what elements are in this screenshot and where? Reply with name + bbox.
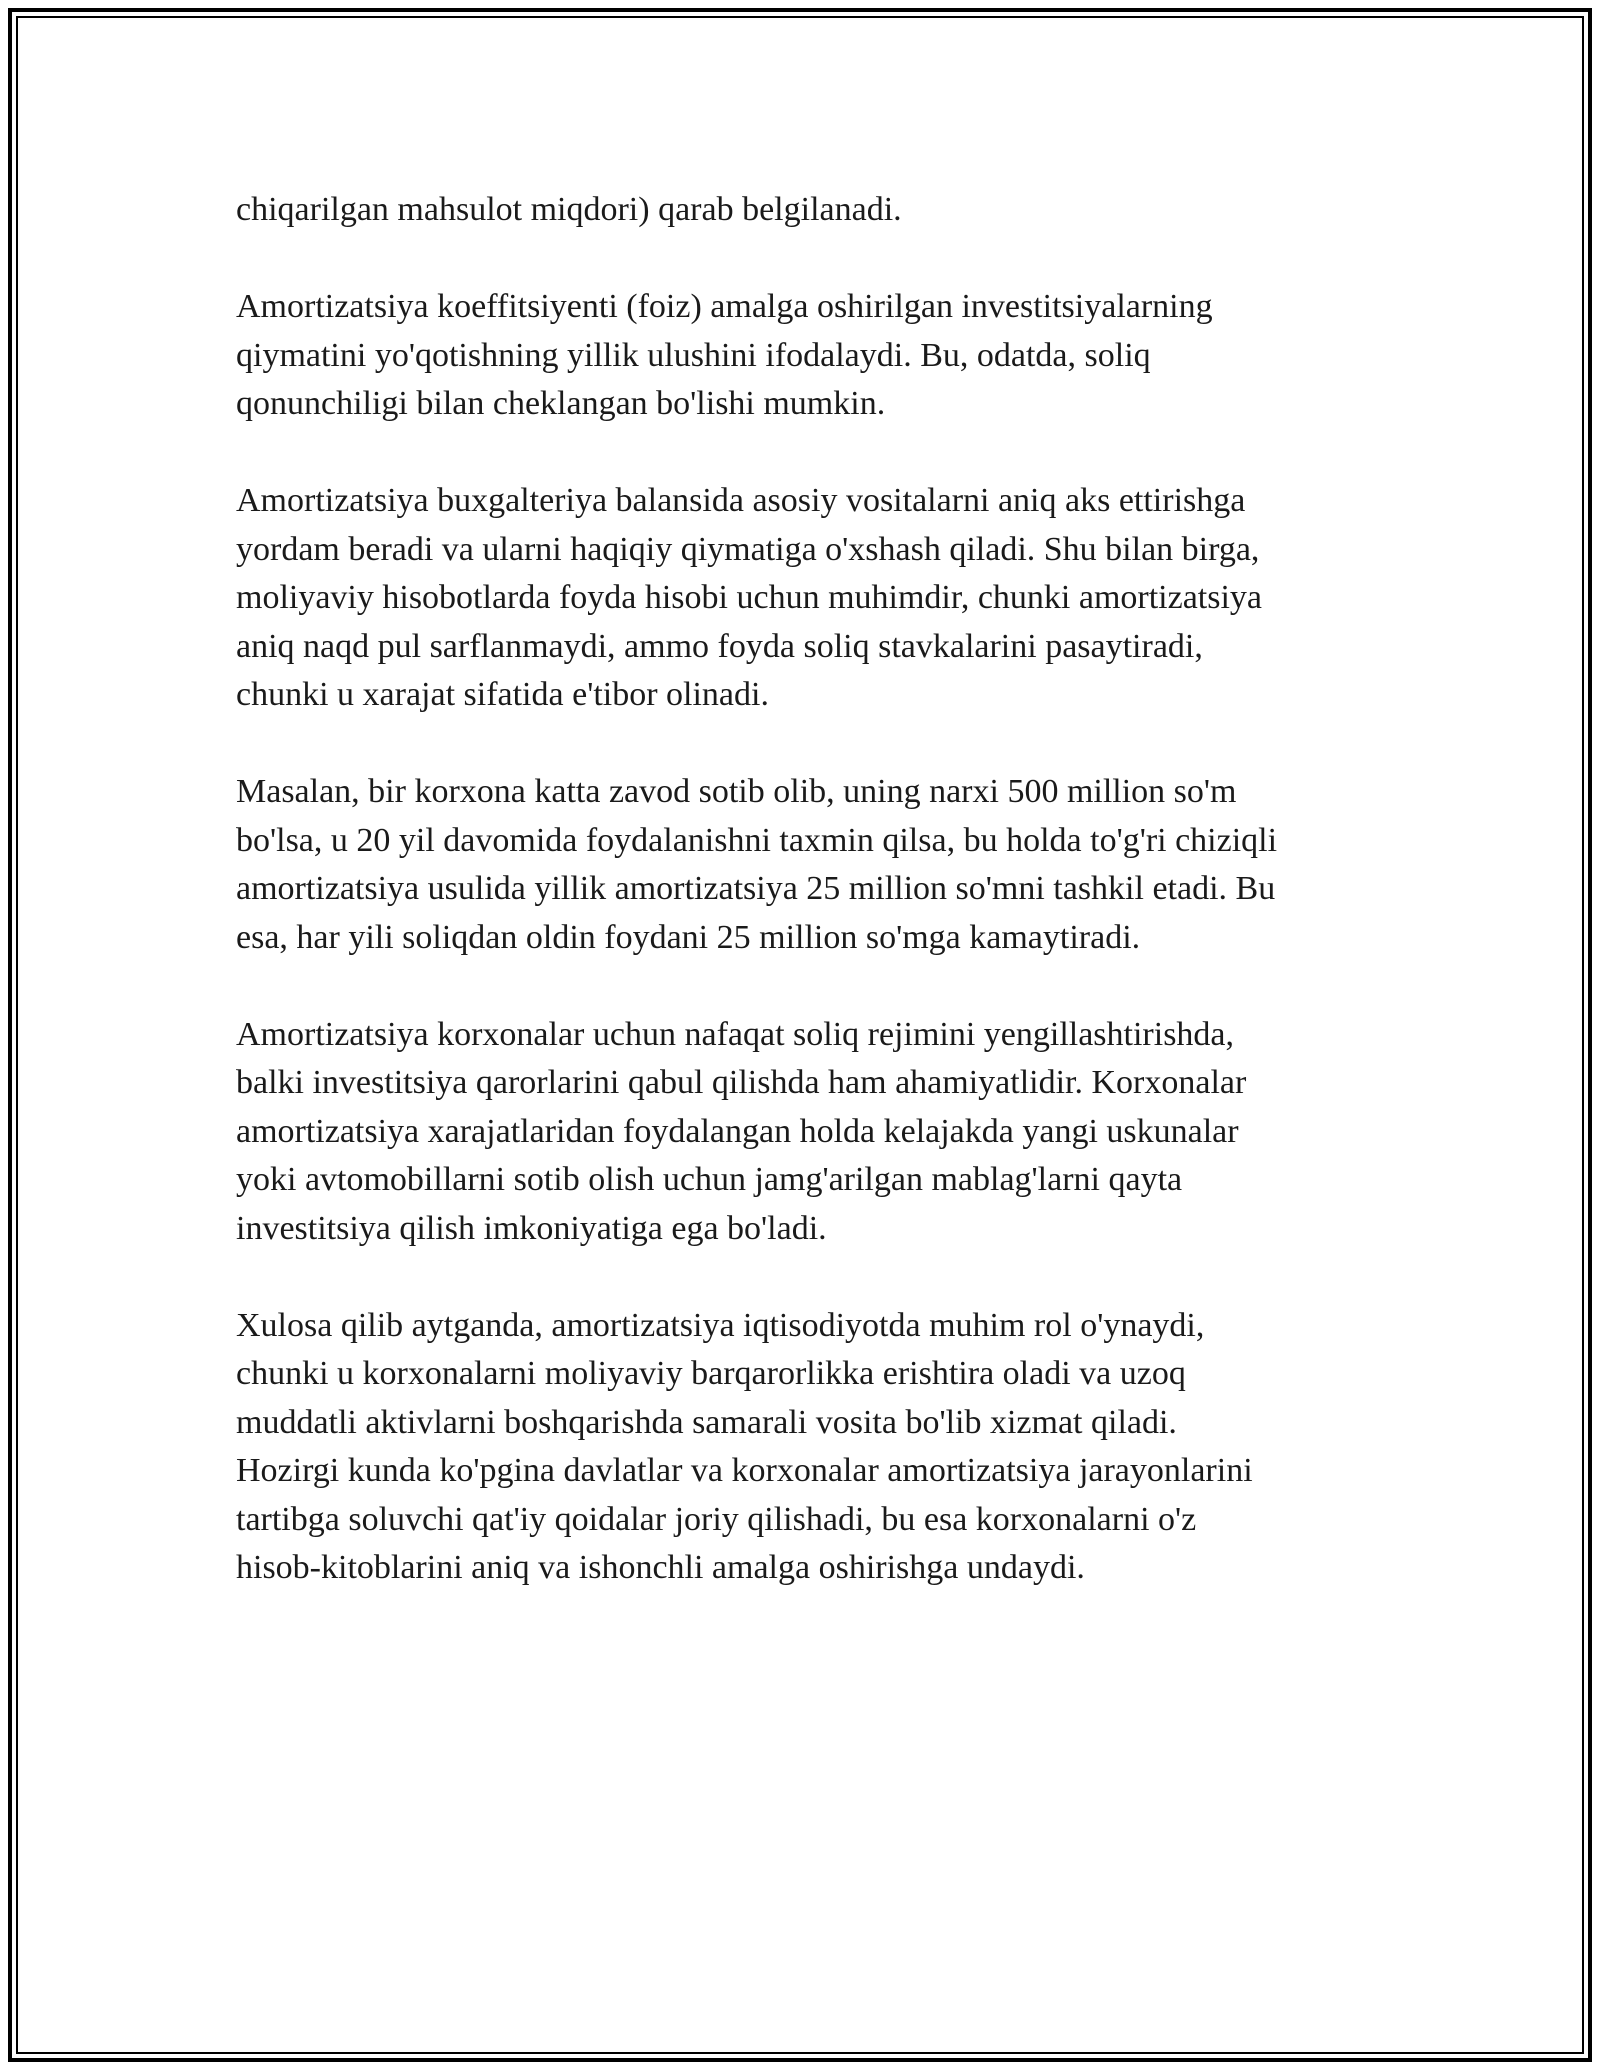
- text-line: chunki u xarajat sifatida e'tibor olinadi.: [236, 676, 769, 713]
- text-line: Hozirgi kunda ko'pgina davlatlar va korxonalar amortizatsiya jarayonlarini: [236, 1452, 1253, 1489]
- text-line: muddatli aktivlarni boshqarishda samarali vosita bo'lib xizmat qiladi.: [236, 1403, 1177, 1441]
- text-line: Masalan, bir korxona katta zavod sotib olib, uning narxi 500 million so'm: [236, 773, 1237, 810]
- text-line: qiymatini yo'qotishning yillik ulushini ifodalaydi. Bu, odatda, soliq: [236, 336, 1151, 374]
- text-line: bo'lsa, u 20 yil davomida foydalanishni taxmin qilsa, bu holda to'g'ri chiziqli: [236, 821, 1278, 859]
- paragraph-2: [236, 283, 1386, 429]
- text-line: amortizatsiya xarajatlaridan foydalangan holda kelajakda yangi uskunalar: [236, 1112, 1239, 1150]
- text-line: aniq naqd pul sarflanmaydi, ammo foyda soliq stavkalarini pasaytiradi,: [236, 627, 1203, 665]
- paragraph-6: [236, 1302, 1386, 1593]
- text-line: chiqarilgan mahsulot miqdori) qarab belgilanadi.: [236, 191, 902, 228]
- text-line: Amortizatsiya korxonalar uchun nafaqat soliq rejimini yengillashtirishda,: [236, 1015, 1235, 1053]
- text-line: investitsiya qilish imkoniyatiga ega bo'ladi.: [236, 1209, 827, 1247]
- paragraph-5: [236, 1011, 1386, 1254]
- paragraph-3: [236, 477, 1386, 720]
- text-line: tartibga soluvchi qat'iy qoidalar joriy qilishadi, bu esa korxonalarni o'z: [236, 1500, 1197, 1538]
- paragraph-1: [236, 186, 1386, 235]
- paragraph-4: [236, 768, 1386, 962]
- document-body: [236, 186, 1386, 1641]
- text-line: Amortizatsiya koeffitsiyenti (foiz) amalga oshirilgan investitsiyalarning: [236, 288, 1213, 325]
- text-line: yordam beradi va ularni haqiqiy qiymatiga o'xshash qiladi. Shu bilan birga,: [236, 530, 1260, 568]
- text-line: balki investitsiya qarorlarini qabul qilishda ham ahamiyatlidir. Korxonalar: [236, 1064, 1247, 1101]
- text-line: esa, har yili soliqdan oldin foydani 25 million so'mga kamaytiradi.: [236, 918, 1141, 956]
- text-line: Amortizatsiya buxgalteriya balansida asosiy vositalarni aniq aks ettirishga: [236, 482, 1246, 519]
- text-line: Xulosa qilib aytganda, amortizatsiya iqtisodiyotda muhim rol o'ynaydi,: [236, 1306, 1205, 1344]
- text-line: moliyaviy hisobotlarda foyda hisobi uchun muhimdir, chunki amortizatsiya: [236, 579, 1263, 616]
- text-line: chunki u korxonalarni moliyaviy barqarorlikka erishtira oladi va uzoq: [236, 1355, 1186, 1392]
- text-line: yoki avtomobillarni sotib olish uchun jamg'arilgan mablag'larni qayta: [236, 1161, 1183, 1198]
- text-line: qonunchiligi bilan cheklangan bo'lishi mumkin.: [236, 385, 886, 422]
- text-line: hisob-kitoblarini aniq va ishonchli amalga oshirishga undaydi.: [236, 1549, 1085, 1586]
- text-line: amortizatsiya usulida yillik amortizatsiya 25 million so'mni tashkil etadi. Bu: [236, 870, 1276, 907]
